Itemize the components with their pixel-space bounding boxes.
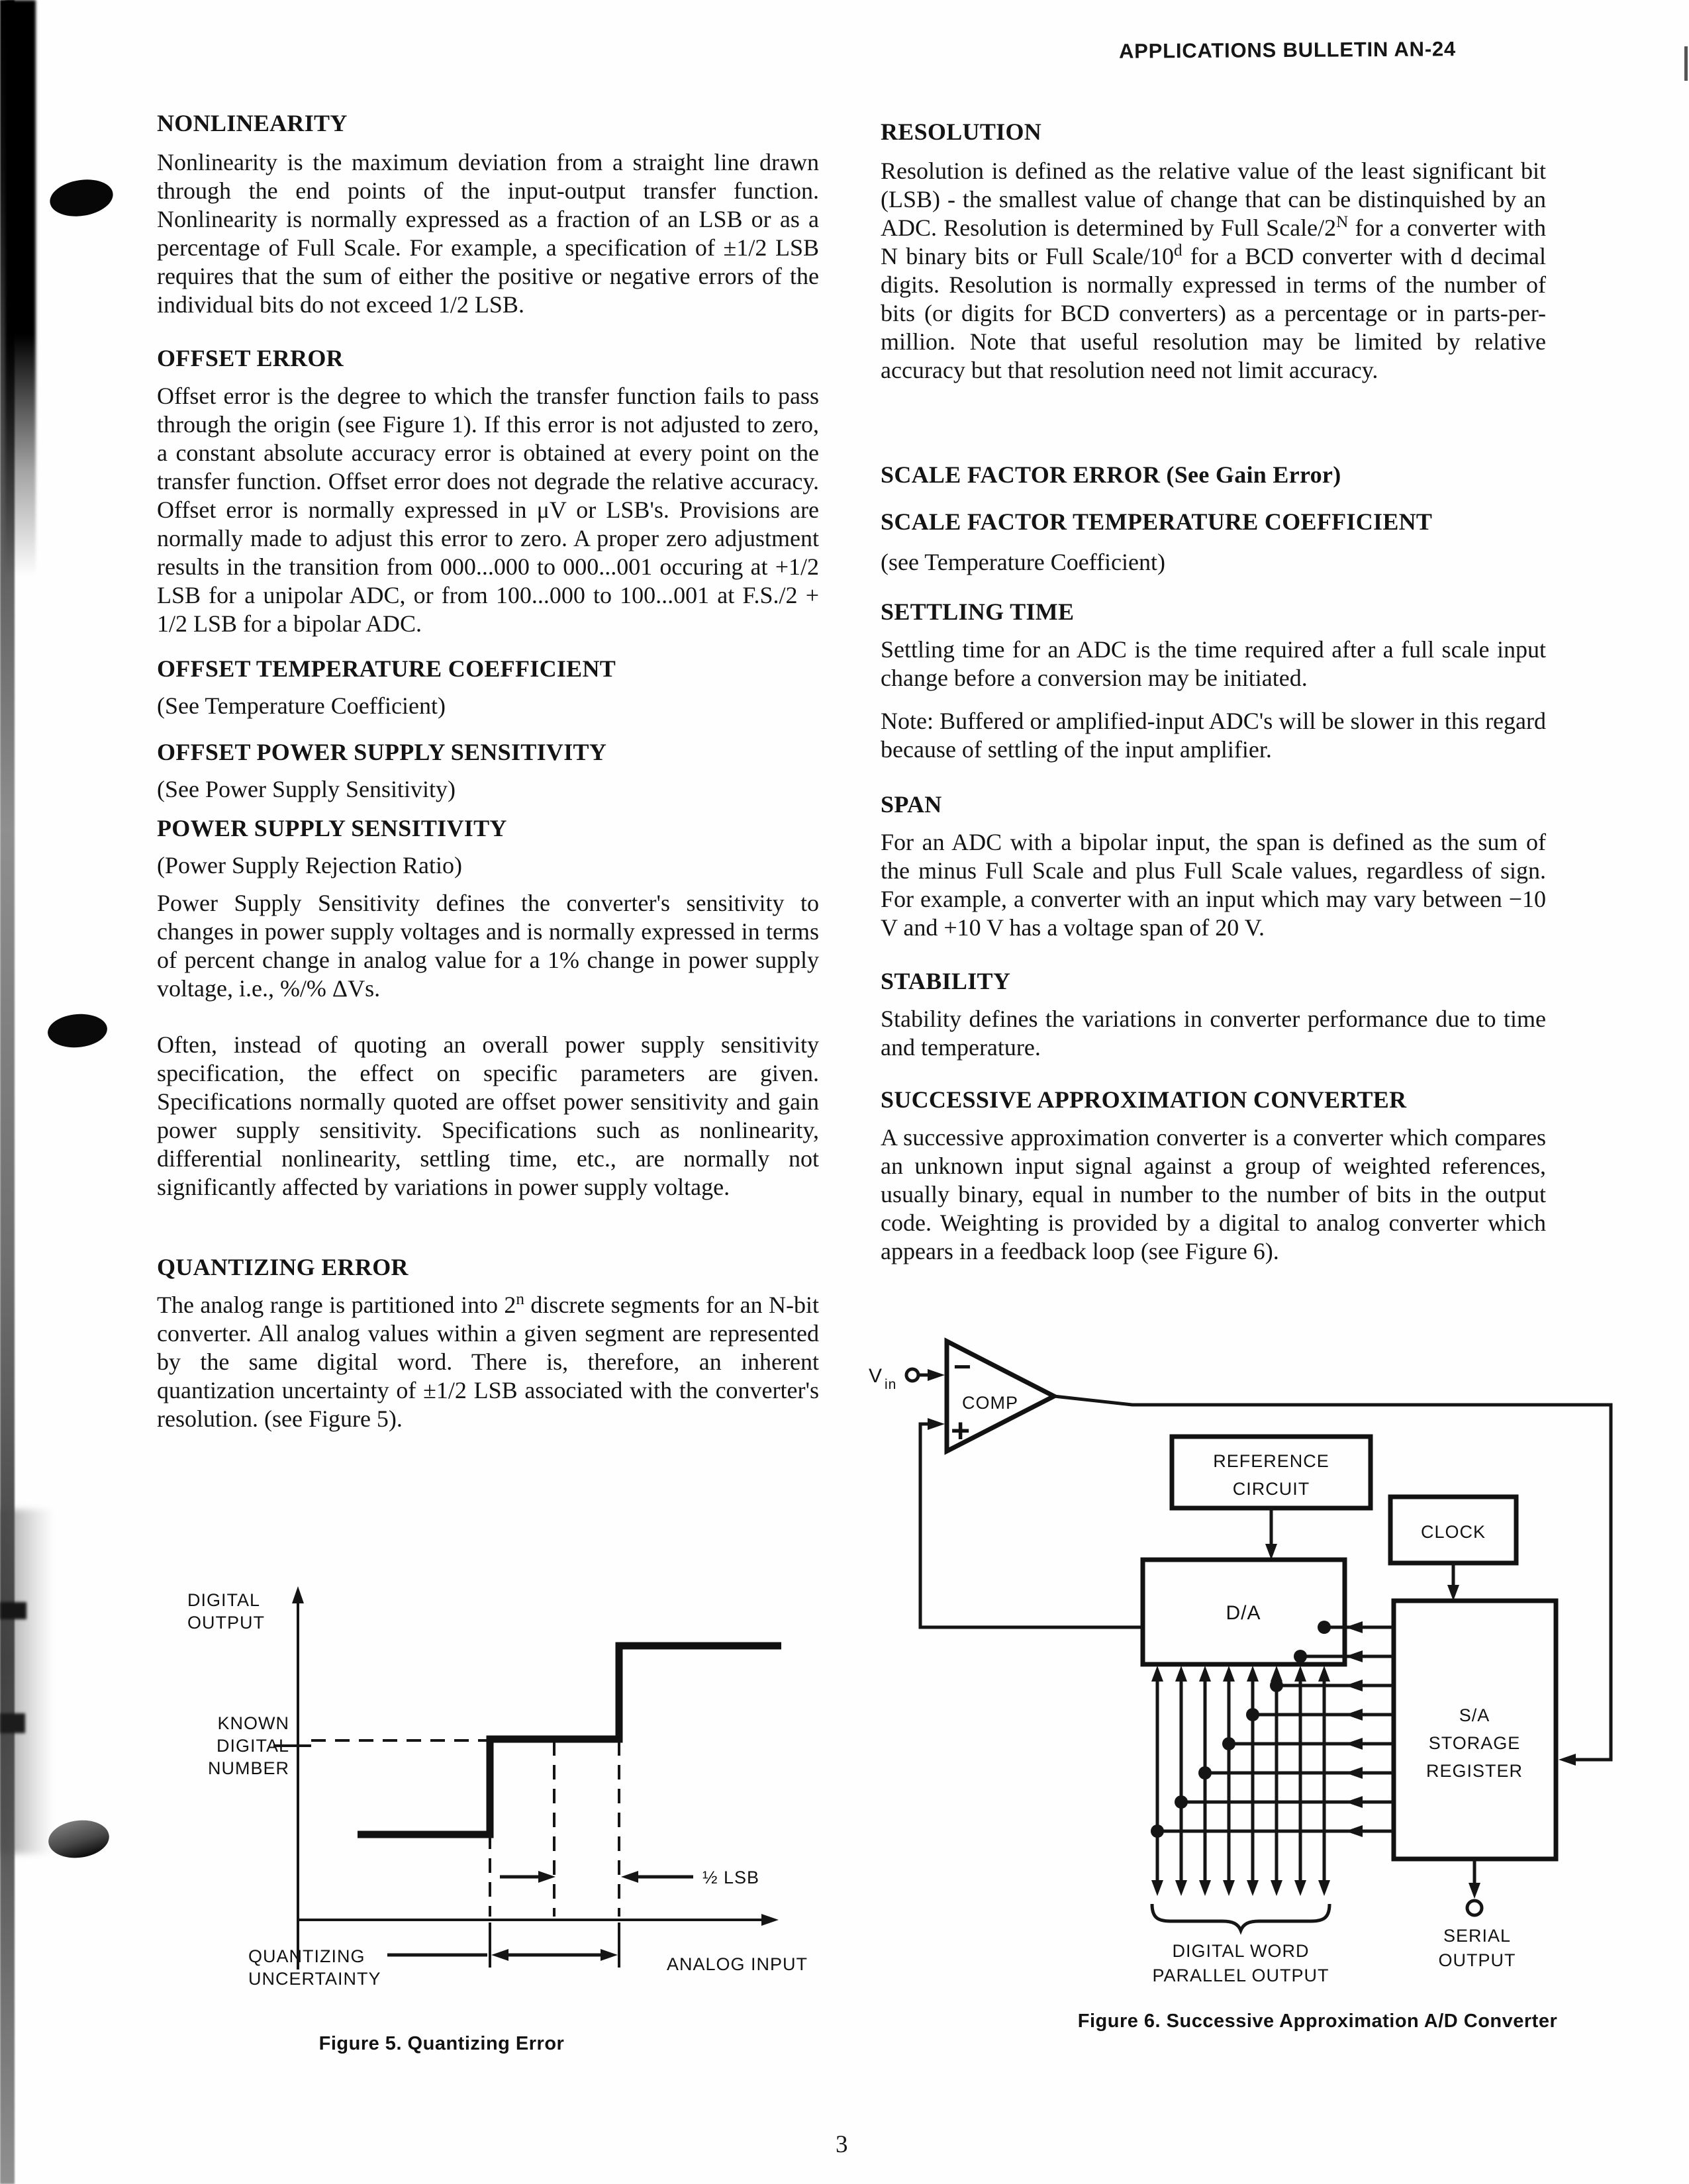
figure6-da-converter-block <box>1143 1560 1345 1664</box>
heading-span: SPAN <box>881 791 942 818</box>
svg-text:D/A: D/A <box>1226 1602 1261 1624</box>
paragraph-offset-error: Offset error is the degree to which the transfer function fails to pass through the origin (see Figure 1). If this error is not adjusted to zero, a constant absolute accuracy error is obtained at every point on the transfer function. Offset error does not degrade the relative accuracy. Offset error is normally expressed in μV or LSB's. Provisions are normally made to adjust this error to zero. A proper zero adjustment results in the transition from 000...000 to 000...001 occuring at +1/2 LSB for a unipolar ADC, or from 100...000 to 100...001 at F.S./2 + 1/2 LSB for a bipolar ADC. <box>157 383 819 637</box>
svg-text:COMP: COMP <box>962 1393 1018 1413</box>
figure6-clock-block <box>1390 1497 1516 1601</box>
figure5-y-axis <box>292 1586 304 1970</box>
heading-offset-power-supply-sensitivity: OFFSET POWER SUPPLY SENSITIVITY <box>157 739 607 765</box>
figure5-quantizing-uncertainty-annotation <box>248 1946 618 1989</box>
crossref-offset-temperature-coefficient: (See Temperature Coefficient) <box>157 692 446 719</box>
scan-right-edge-mark <box>1684 46 1688 81</box>
figure6-reference-circuit-block <box>1172 1437 1371 1560</box>
figure6-sa-storage-register-block <box>1394 1601 1556 1859</box>
figure5-quantizing-error <box>169 1582 831 2059</box>
svg-text:DIGITAL: DIGITAL <box>216 1736 289 1756</box>
svg-text:DIGITAL: DIGITAL <box>187 1590 261 1610</box>
paragraph-resolution: Resolution is defined as the relative value of the least significant bit (LSB) - the smallest value of change that can be distinquished by an ADC. Resolution is determined by Full Scale/$2^N$ for a converter with N binary bits or Full Scale/10$^d$ for a BCD converter with d decimal digits. Resolution is normally expressed in terms of the number of bits (or digits for BCD converters) as a percentage or in parts-per-million. Note that useful resolution may be limited by relative accuracy but that resolution need not limit accuracy. <box>881 158 1546 383</box>
heading-settling-time: SETTLING TIME <box>881 598 1075 625</box>
svg-text:QUANTIZING: QUANTIZING <box>248 1946 365 1966</box>
figure6-parallel-output-label <box>1152 1904 1329 1985</box>
figure6-bit-lines <box>1151 1621 1394 1896</box>
heading-nonlinearity: NONLINEARITY <box>157 110 348 136</box>
svg-text:OUTPUT: OUTPUT <box>1438 1950 1516 1970</box>
scan-gray-wash <box>0 1509 66 1854</box>
svg-text:½ LSB: ½ LSB <box>702 1868 760 1887</box>
heading-successive-approximation-converter: SUCCESSIVE APPROXIMATION CONVERTER <box>881 1086 1407 1113</box>
heading-offset-temperature-coefficient: OFFSET TEMPERATURE COEFFICIENT <box>157 655 616 682</box>
svg-text:KNOWN: KNOWN <box>217 1713 289 1733</box>
svg-text:−: − <box>953 1349 972 1384</box>
paragraph-power-supply-sensitivity: Power Supply Sensitivity defines the converter's sensitivity to changes in power supply voltages and is normally expressed in terms of percent change in analog value for a 1% change in power supply voltage, i.e., %/% ΔVs. <box>157 890 819 1002</box>
svg-text:V: V <box>869 1365 883 1387</box>
crossref-scale-factor-temperature-coefficient: (see Temperature Coefficient) <box>881 549 1165 575</box>
figure5-known-digital-number-label <box>208 1713 489 1778</box>
svg-text:SERIAL: SERIAL <box>1443 1926 1512 1946</box>
figure6-vin-input <box>869 1365 945 1392</box>
heading-quantizing-error: QUANTIZING ERROR <box>157 1254 409 1280</box>
paragraph-settling-time-note: Note: Buffered or amplified-input ADC's will be slower in this regard because of settling of the input amplifier. <box>881 708 1546 763</box>
heading-scale-factor-temperature-coefficient: SCALE FACTOR TEMPERATURE COEFFICIENT <box>881 508 1433 535</box>
right-column <box>881 118 1546 1266</box>
paragraph-settling-time: Settling time for an ADC is the time required after a full scale input change before a conversion may be initiated. <box>881 636 1546 691</box>
paragraph-power-supply-specifications: Often, instead of quoting an overall power supply sensitivity specification, the effect on specific parameters are given. Specifications normally quoted are offset power sensitivity and gain power supply sensitivity. Specifications such as nonlinearity, differential nonlinearity, settling time, etc., are normally not significantly affected by variations in power supply voltage. <box>157 1031 819 1200</box>
svg-text:in: in <box>885 1377 897 1392</box>
svg-text:OUTPUT: OUTPUT <box>187 1613 265 1633</box>
svg-text:+: + <box>951 1412 971 1449</box>
svg-text:STORAGE: STORAGE <box>1428 1733 1521 1753</box>
svg-text:CLOCK: CLOCK <box>1420 1522 1486 1542</box>
heading-offset-error: OFFSET ERROR <box>157 345 344 371</box>
svg-text:PARALLEL OUTPUT: PARALLEL OUTPUT <box>1152 1966 1329 1985</box>
figure6-comparator <box>947 1341 1054 1451</box>
paragraph-span: For an ADC with a bipolar input, the span is defined as the sum of the minus Full Scale and plus Full Scale values, regardless of sign. For example, a converter with an input which may vary between −10 V and +10 V has a voltage span of 20 V. <box>881 829 1546 941</box>
figure6-serial-output <box>1439 1859 1516 1970</box>
paragraph-stability: Stability defines the variations in converter performance due to time and temperature. <box>881 1006 1546 1061</box>
figure6-successive-approximation-adc <box>854 1336 1629 2038</box>
figure5-caption: Figure 5. Quantizing Error <box>318 2033 565 2054</box>
scan-edge-mark-upper <box>0 1602 26 1619</box>
figure6-caption: Figure 6. Successive Approximation A/D Converter <box>1077 2011 1558 2032</box>
svg-text:S/A: S/A <box>1459 1705 1490 1725</box>
scan-ink-blob-middle <box>46 1012 109 1050</box>
paragraph-quantizing-error: The analog range is partitioned into 2$^n$ discrete segments for an N-bit converter. All analog values within a given segment are represented by the same digital word. There is, therefore, an inherent quantization uncertainty of ±1/2 LSB associated with the converter's resolution. (see Figure 5). <box>157 1290 819 1432</box>
paragraph-nonlinearity: Nonlinearity is the maximum deviation from a straight line drawn through the end points of the input-output transfer function. Nonlinearity is normally expressed as a fraction of an LSB or as a percentage of Full Scale. For example, a specification of ±1/2 LSB requires that the sum of either the positive or negative errors of the individual bits do not exceed 1/2 LSB. <box>157 149 819 318</box>
svg-text:DIGITAL WORD: DIGITAL WORD <box>1172 1941 1310 1961</box>
svg-text:REFERENCE: REFERENCE <box>1213 1451 1329 1471</box>
paragraph-successive-approximation-converter: A successive approximation converter is a converter which compares an unknown input signal against a group of weighted references, usually binary, equal in number to the number of bits in the output code. Weighting is provided by a digital to analog converter which appears in a feedback loop (see Figure 6). <box>881 1124 1546 1264</box>
figure5-y-axis-label <box>187 1590 265 1633</box>
scan-corner-bar <box>5 0 36 576</box>
figure5-half-lsb-annotation <box>500 1868 759 1887</box>
svg-text:NUMBER: NUMBER <box>207 1758 289 1778</box>
svg-text:REGISTER: REGISTER <box>1425 1761 1523 1781</box>
heading-scale-factor-error: SCALE FACTOR ERROR (See Gain Error) <box>881 461 1341 488</box>
crossref-offset-power-supply-sensitivity: (See Power Supply Sensitivity) <box>157 776 456 802</box>
svg-text:CIRCUIT: CIRCUIT <box>1232 1479 1310 1499</box>
page-header: APPLICATIONS BULLETIN AN-24 <box>1118 37 1457 63</box>
page-number: 3 <box>836 2131 848 2158</box>
crossref-power-supply-rejection-ratio: (Power Supply Rejection Ratio) <box>157 852 462 878</box>
heading-power-supply-sensitivity: POWER SUPPLY SENSITIVITY <box>157 815 507 841</box>
heading-stability: STABILITY <box>881 968 1011 994</box>
scan-ink-blob-top <box>47 175 115 220</box>
left-column <box>157 109 819 1433</box>
figure5-x-axis <box>298 1914 808 1974</box>
figure6-comparator-output-line <box>1054 1396 1611 1766</box>
svg-text:ANALOG INPUT: ANALOG INPUT <box>667 1954 808 1974</box>
scan-edge-mark-lower <box>0 1713 25 1733</box>
figure5-dashed-guides <box>490 1741 619 1968</box>
heading-resolution: RESOLUTION <box>881 119 1042 145</box>
svg-text:UNCERTAINTY: UNCERTAINTY <box>248 1969 381 1989</box>
